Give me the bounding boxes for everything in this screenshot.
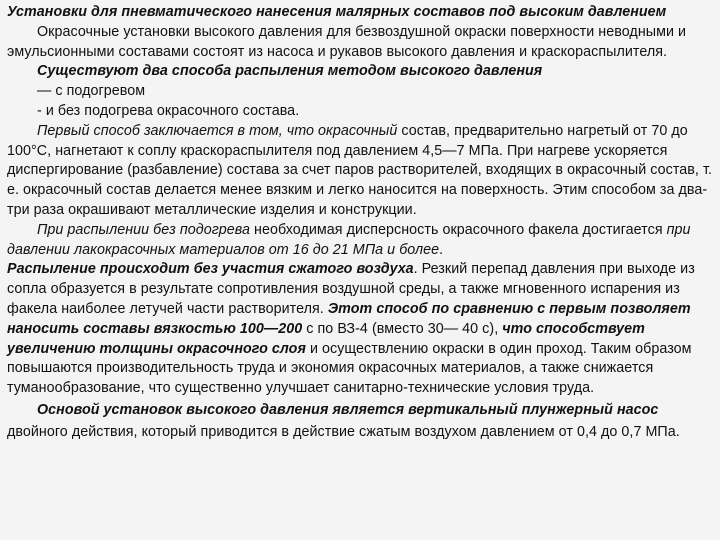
no-heating-text-4: с по ВЗ-4 (вместо 30— 40 с), [302, 320, 503, 337]
no-heating-pressure: при давлении лакокрасочных материалов от 16 до 21 МПа и более [7, 221, 691, 258]
first-method-lead: Первый способ заключается в том, что окрасочный [37, 122, 398, 139]
viscosity-statement: Этот способ по сравнению с первым позволяет наносить составы вязкостью 100—200 [7, 300, 691, 337]
no-heating-lead: При распылении без подогрева [37, 221, 251, 238]
layer-thickness-statement: что способствует увеличению толщины окрасочного слоя [7, 320, 645, 357]
no-air-statement: Распыление происходит без участия сжатого воздуха [7, 261, 414, 278]
paragraph-pump [7, 399, 713, 443]
no-heating-text-3: . Резкий перепад давления при выходе из сопла образуется в результате сопротивления воздушной среды, а также мгновенного испарения из факела наиболее летучей части растворителя. [7, 261, 695, 317]
pump-statement: Основой установок высокого давления является вертикальный плунжерный насос [37, 401, 659, 418]
first-method-text: состав, предварительно нагретый от 70 до 100°С, нагнетают к соплу краскораспылителя под давлением 4,5—7 МПа. При нагреве ускоряется диспергирование (разбавление) состава за счет паров растворителей, входящих в окрасочный состав, т. е. окрасочный состав делается менее вязким и легко наносится на поверхность. Этим способом за два-три раза окрашивают металлические изделия и конструкции. [7, 122, 712, 218]
document-title: Установки для пневматического нанесения малярных составов под высоким давлением [7, 4, 667, 20]
no-heating-text-1: необходимая дисперсность окрасочного факела достигается [250, 221, 667, 238]
paragraph-no-heating [7, 221, 713, 399]
paragraph-first-method [7, 122, 713, 221]
method-without-heating: - и без подогрева окрасочного состава. [37, 102, 300, 119]
pump-text: двойного действия, который приводится в действие сжатым воздухом давлением от 0,4 до 0,7 МПа. [7, 423, 680, 440]
method-with-heating: — с подогревом [37, 83, 146, 100]
section-heading-methods: Существуют два способа распыления методом высокого давления [37, 63, 543, 80]
no-heating-text-2: . [439, 241, 444, 258]
document-page [7, 3, 713, 443]
no-heating-text-5: и осуществлению окраски в один проход. Таким образом повышаются производительность труда и экономия окрасочных материалов, а также снижается туманообразование, что существенно улучшает санитарно-технические условия труда. [7, 340, 692, 397]
paragraph-intro: Окрасочные установки высокого давления для безвоздушной окраски поверхности неводными и эмульсионными составами состоят из насоса и рукавов высокого давления и краскораспылителя. [7, 23, 687, 60]
